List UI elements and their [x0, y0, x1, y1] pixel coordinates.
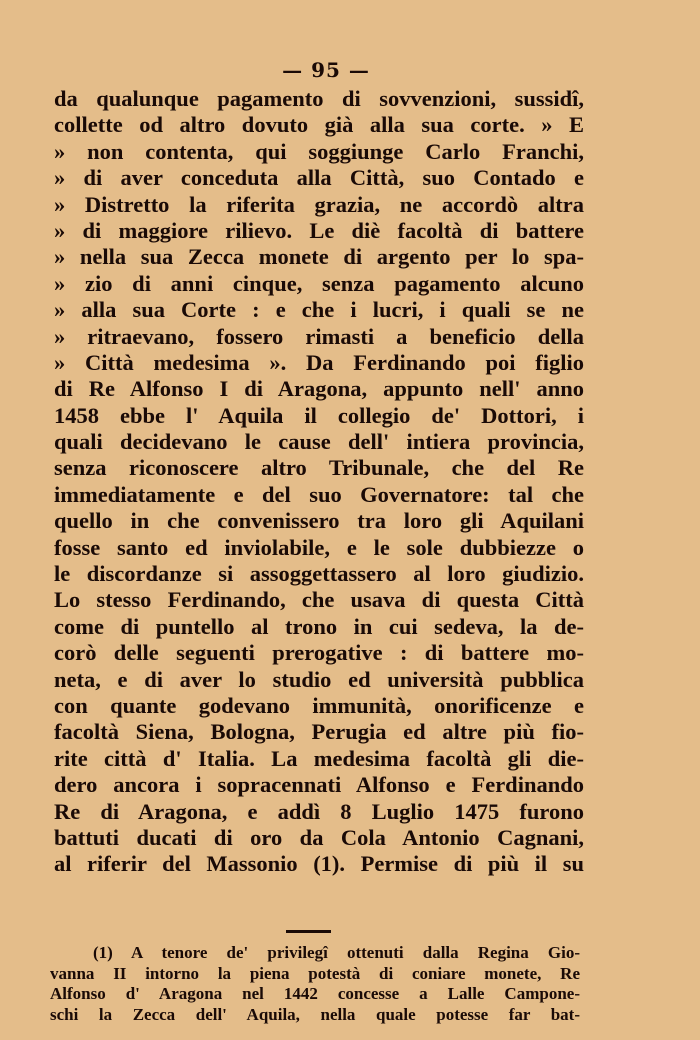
body-line: » nella sua Zecca monete di argento per lo spa- — [54, 244, 584, 270]
body-line: rite città d' Italia. La medesima facoltà gli die- — [54, 745, 584, 771]
body-line: » alla sua Corte : e che i lucri, i quali se ne — [54, 297, 584, 323]
body-line: come di puntello al trono in cui sedeva, la de- — [54, 613, 584, 639]
footnote-line: vanna II intorno la piena potestà di coniare monete, Re — [50, 963, 580, 983]
body-line: le discordanze si assoggettassero al loro giudizio. — [54, 561, 584, 587]
footnote-line: schi la Zecca dell' Aquila, nella quale potesse far bat- — [50, 1004, 580, 1024]
body-line: immediatamente e del suo Governatore: tal che — [54, 481, 584, 507]
body-line: dero ancora i sopracennati Alfonso e Ferdinando — [54, 772, 584, 798]
body-line: corò delle seguenti prerogative : di battere mo- — [54, 640, 584, 666]
footnote-separator — [286, 930, 331, 933]
body-line: collette od altro dovuto già alla sua corte. » E — [54, 112, 584, 138]
body-line: 1458 ebbe l' Aquila il collegio de' Dottori, i — [54, 402, 584, 428]
footnote-line: (1) A tenore de' privilegî ottenuti dalla Regina Gio- — [93, 943, 580, 962]
body-line: al riferir del Massonio (1). Permise di più il su — [54, 851, 584, 877]
body-line: senza riconoscere altro Tribunale, che del Re — [54, 455, 584, 481]
body-line: » non contenta, qui soggiunge Carlo Franchi, — [54, 138, 584, 164]
page-number: — 95 — — [282, 58, 370, 82]
body-line: quello in che convenissero tra loro gli Aquilani — [54, 508, 584, 534]
body-line: Lo stesso Ferdinando, che usava di questa Città — [54, 587, 584, 613]
body-line: con quante godevano immunità, onorificenze e — [54, 692, 584, 718]
body-line: da qualunque pagamento di sovvenzioni, sussidî, — [54, 86, 584, 111]
body-line: » ritraevano, fossero rimasti a beneficio della — [54, 323, 584, 349]
body-line: di Re Alfonso I di Aragona, appunto nell' anno — [54, 376, 584, 402]
body-line: neta, e di aver lo studio ed università pubblica — [54, 666, 584, 692]
footnote-line: Alfonso d' Aragona nel 1442 concesse a Lalle Campone- — [50, 984, 580, 1003]
body-line: » Città medesima ». Da Ferdinando poi figlio — [54, 349, 584, 375]
body-line: » Distretto la riferita grazia, ne accordò altra — [54, 191, 584, 217]
body-text — [54, 86, 584, 878]
body-line: quali decidevano le cause dell' intiera provincia, — [54, 429, 584, 455]
body-line: Re di Aragona, e addì 8 Luglio 1475 furono — [54, 798, 584, 824]
body-line: » di aver conceduta alla Città, suo Contado e — [54, 165, 584, 191]
footnote — [50, 943, 580, 1025]
body-line: battuti ducati di oro da Cola Antonio Cagnani, — [54, 824, 584, 850]
body-line: fosse santo ed inviolabile, e le sole dubbiezze o — [54, 534, 584, 560]
body-line: » zio di anni cinque, senza pagamento alcuno — [54, 270, 584, 296]
body-line: » di maggiore rilievo. Le diè facoltà di battere — [54, 217, 584, 243]
body-line: facoltà Siena, Bologna, Perugia ed altre più fio- — [54, 719, 584, 745]
